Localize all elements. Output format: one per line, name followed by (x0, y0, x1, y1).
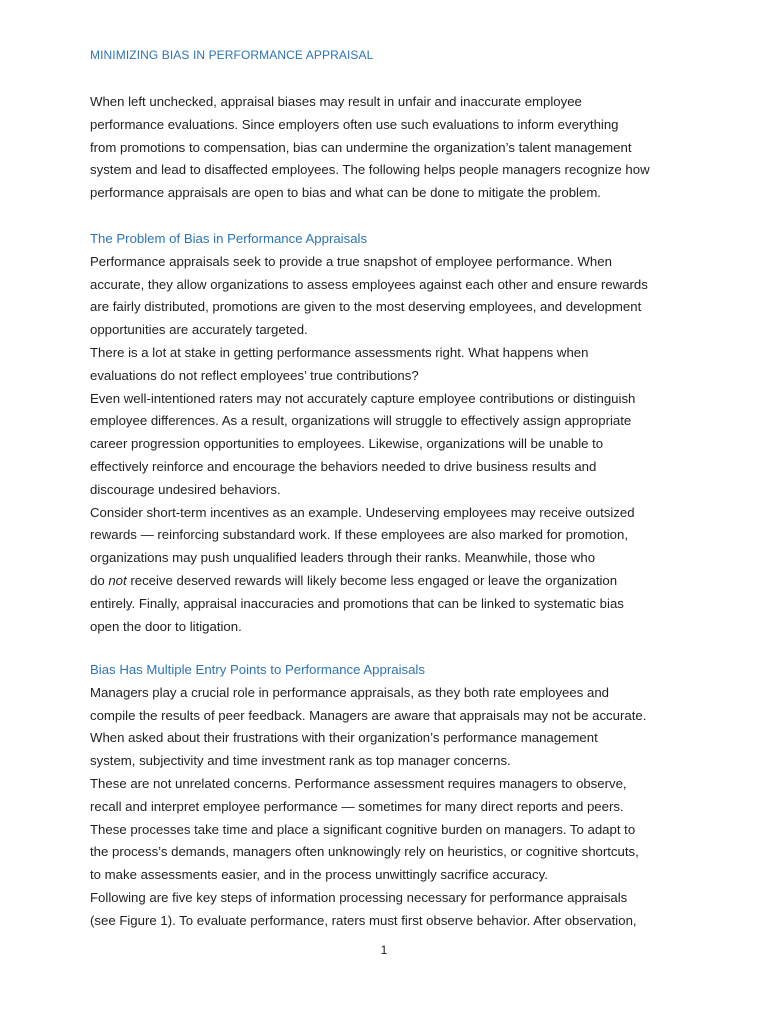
text-line: system, subjectivity and time investment rank as top manager concerns. (90, 753, 511, 769)
text-line: from promotions to compensation, bias can undermine the organization’s talent management (90, 139, 632, 155)
section-problem-of-bias (90, 228, 690, 638)
text-line: Following are five key steps of information processing necessary for performance appraisals (90, 889, 628, 905)
text-line: (see Figure 1). To evaluate performance, raters must first observe behavior. After observation, (90, 912, 637, 928)
text-line (90, 570, 690, 593)
text-line: recall and interpret employee performance — sometimes for many direct reports and peers. (90, 798, 624, 814)
text-line: to make assessments easier, and in the process unwittingly sacrifice accuracy. (90, 867, 548, 883)
section2-paragraph-1 (90, 682, 690, 773)
text-line: system and lead to disaffected employees. The following helps people managers recognize how (90, 162, 650, 178)
text-line: employee differences. As a result, organizations will struggle to effectively assign appropriate (90, 413, 632, 429)
text-line: Consider short-term incentives as an example. Undeserving employees may receive outsized (90, 504, 635, 520)
section1-paragraph-4 (90, 502, 690, 639)
text-line: When left unchecked, appraisal biases may result in unfair and inaccurate employee (90, 94, 582, 109)
section-heading: The Problem of Bias in Performance Appraisals (90, 231, 368, 246)
section1-paragraph-1 (90, 251, 690, 342)
section2-paragraph-3 (90, 887, 690, 933)
document-title: MINIMIZING BIAS IN PERFORMANCE APPRAISAL (90, 48, 374, 62)
text-line: effectively reinforce and encourage the behaviors needed to drive business results and (90, 458, 597, 474)
text-line: open the door to litigation. (90, 618, 242, 634)
text-line: When asked about their frustrations with their organization’s performance management (90, 730, 598, 746)
text-line: Even well-intentioned raters may not accurately capture employee contributions or distinguish (90, 390, 636, 406)
section1-paragraph-2 (90, 342, 690, 388)
text-line: Performance appraisals seek to provide a true snapshot of employee performance. When (90, 253, 612, 269)
text-line: opportunities are accurately targeted. (90, 322, 308, 338)
text-line: There is a lot at stake in getting performance assessments right. What happens when (90, 344, 589, 360)
text-line: These are not unrelated concerns. Performance assessment requires managers to observe, (90, 775, 627, 791)
section1-paragraph-3 (90, 388, 690, 502)
section-heading: Bias Has Multiple Entry Points to Performance Appraisals (90, 662, 425, 677)
section-multiple-entry-points (90, 659, 690, 933)
text-line: evaluations do not reflect employees’ true contributions? (90, 367, 419, 383)
intro-paragraph (90, 91, 690, 205)
text-run: receive deserved rewards will likely become less engaged or leave the organization (126, 572, 618, 588)
text-line: Managers play a crucial role in performance appraisals, as they both rate employees and (90, 684, 609, 700)
page-number: 1 (380, 943, 388, 957)
text-line: accurate, they allow organizations to assess employees against each other and ensure rewards (90, 276, 648, 292)
text-line: the process’s demands, managers often unknowingly rely on heuristics, or cognitive shortcuts, (90, 844, 639, 860)
text-line: performance appraisals are open to bias and what can be done to mitigate the problem. (90, 185, 601, 201)
text-line: career progression opportunities to employees. Likewise, organizations will be unable to (90, 436, 604, 452)
text-line: entirely. Finally, appraisal inaccuracies and promotions that can be linked to systematic bias (90, 595, 624, 611)
emphasis-not: not (108, 572, 127, 588)
text-line: compile the results of peer feedback. Managers are aware that appraisals may not be accurate. (90, 707, 647, 723)
text-line: These processes take time and place a significant cognitive burden on managers. To adapt to (90, 821, 636, 837)
text-run: do (90, 572, 109, 588)
text-line: are fairly distributed, promotions are given to the most deserving employees, and development (90, 299, 642, 315)
text-line: performance evaluations. Since employers often use such evaluations to inform everything (90, 116, 619, 132)
text-line: organizations may push unqualified leaders through their ranks. Meanwhile, those who (90, 550, 596, 566)
section2-paragraph-2 (90, 773, 690, 887)
text-line: discourage undesired behaviors. (90, 481, 281, 497)
text-line: rewards — reinforcing substandard work. If these employees are also marked for promotion, (90, 527, 629, 543)
